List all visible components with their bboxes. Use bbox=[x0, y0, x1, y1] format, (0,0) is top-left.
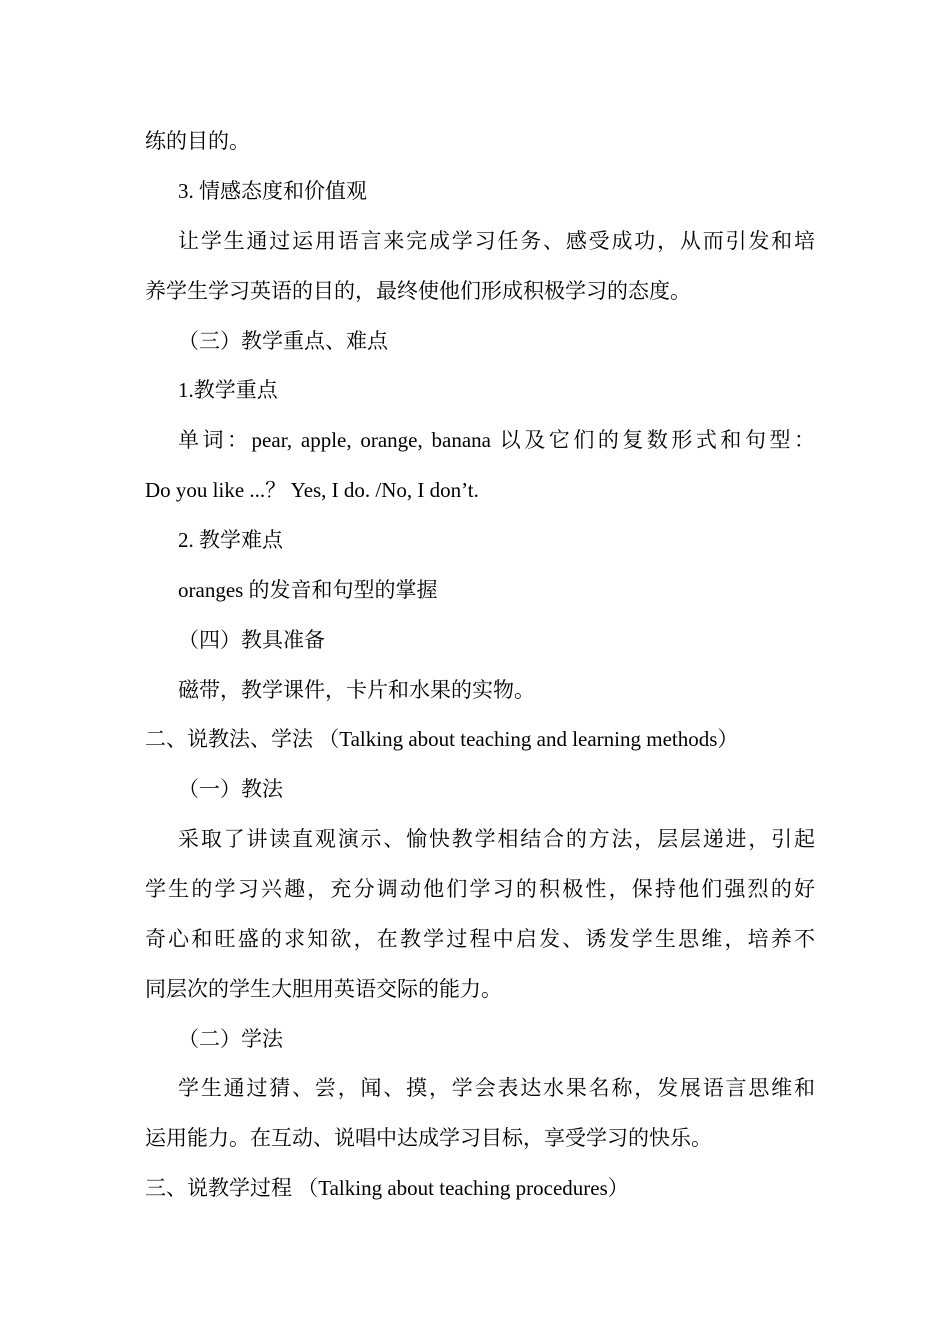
section-heading-learning-method: （二）学法 bbox=[178, 1027, 283, 1051]
paragraph-line: 采取了讲读直观演示、愉快教学相结合的方法，层层递进，引起 bbox=[178, 827, 815, 851]
chapter-heading-methods: 二、说教法、学法 （Talking about teaching and learning methods） bbox=[145, 727, 739, 751]
paragraph-line: 练的目的。 bbox=[145, 129, 250, 153]
paragraph-line: 让学生通过运用语言来完成学习任务、感受成功，从而引发和培 bbox=[178, 229, 815, 253]
chapter-heading-procedures: 三、说教学过程 （Talking about teaching procedures） bbox=[145, 1176, 629, 1200]
subheading-teaching-focus: 1.教学重点 bbox=[178, 378, 278, 402]
paragraph-line: 奇心和旺盛的求知欲，在教学过程中启发、诱发学生思维，培养不 bbox=[145, 927, 815, 951]
paragraph-line: 养学生学习英语的目的，最终使他们形成积极学习的态度。 bbox=[145, 279, 691, 303]
paragraph-line: 单词：pear, apple, orange, banana 以及它们的复数形式和句型： bbox=[178, 428, 815, 452]
paragraph-line: oranges 的发音和句型的掌握 bbox=[178, 578, 438, 602]
paragraph-line: Do you like ...？ Yes, I do. /No, I don’t. bbox=[145, 478, 479, 502]
paragraph-line: 学生的学习兴趣，充分调动他们学习的积极性，保持他们强烈的好 bbox=[145, 877, 815, 901]
paragraph-line: 学生通过猜、尝，闻、摸，学会表达水果名称，发展语言思维和 bbox=[178, 1076, 815, 1100]
section-heading-teaching-aids: （四）教具准备 bbox=[178, 628, 325, 652]
subheading-emotional-attitude: 3. 情感态度和价值观 bbox=[178, 179, 367, 203]
paragraph-line: 磁带，教学课件，卡片和水果的实物。 bbox=[178, 678, 535, 702]
paragraph-line: 同层次的学生大胆用英语交际的能力。 bbox=[145, 977, 502, 1001]
paragraph-line: 运用能力。在互动、说唱中达成学习目标，享受学习的快乐。 bbox=[145, 1126, 712, 1150]
section-heading-teaching-method: （一）教法 bbox=[178, 777, 283, 801]
section-heading-key-points: （三）教学重点、难点 bbox=[178, 329, 388, 353]
subheading-teaching-difficulty: 2. 教学难点 bbox=[178, 528, 283, 552]
